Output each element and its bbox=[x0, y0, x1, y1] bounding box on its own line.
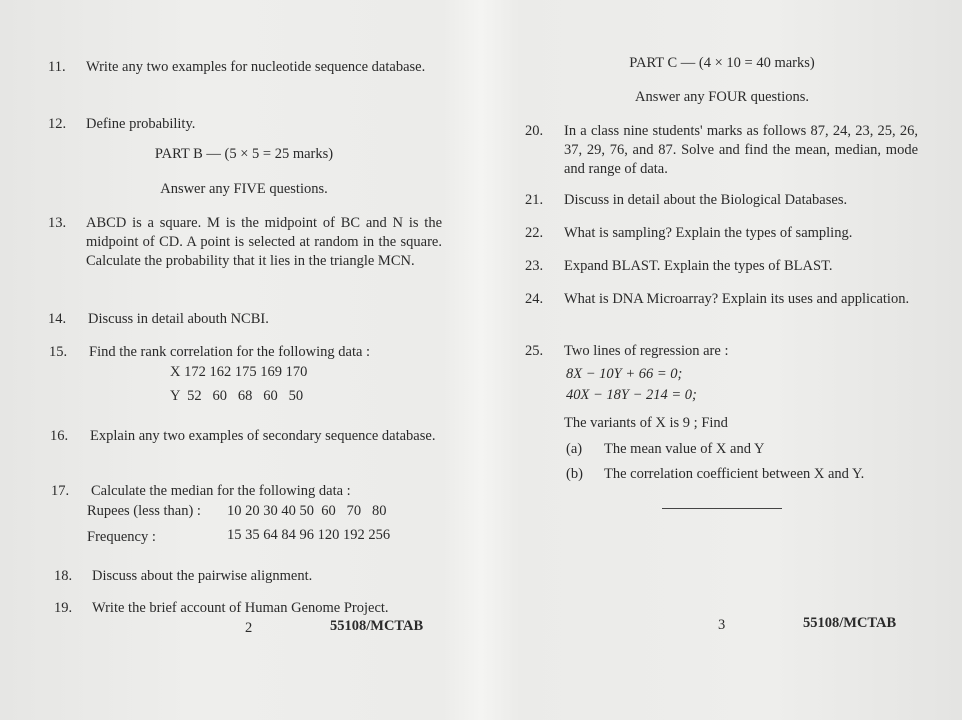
regression-equation-2: 40X − 18Y − 214 = 0; bbox=[566, 387, 697, 403]
question-text: Two lines of regression are : bbox=[564, 343, 729, 359]
question-number: 25. bbox=[525, 343, 544, 359]
data-row-x: X 172 162 175 169 170 bbox=[170, 364, 308, 380]
question-text: Write any two examples for nucleotide sequence database. bbox=[86, 59, 426, 75]
question-number: 16. bbox=[50, 428, 69, 444]
sub-question-b-text: The correlation coefficient between X and Y. bbox=[604, 466, 865, 482]
data-row-y: Y 52 60 68 60 50 bbox=[170, 388, 304, 404]
question-text: Discuss about the pairwise alignment. bbox=[92, 568, 313, 584]
question-text: What is DNA Microarray? Explain its uses and application. bbox=[564, 291, 910, 307]
question-text: Explain any two examples of secondary sequence database. bbox=[90, 428, 436, 444]
sub-question-b-label: (b) bbox=[566, 466, 583, 482]
question-number: 13. bbox=[48, 215, 67, 231]
question-number: 22. bbox=[525, 225, 544, 241]
sub-question-a-text: The mean value of X and Y bbox=[604, 441, 765, 457]
question-number: 19. bbox=[54, 600, 73, 616]
question-text: Calculate the median for the following data : bbox=[91, 483, 351, 499]
page-number: 3 bbox=[718, 617, 726, 633]
question-number: 20. bbox=[525, 123, 544, 139]
regression-equation-1: 8X − 10Y + 66 = 0; bbox=[566, 366, 683, 382]
part-b-instruction: Answer any FIVE questions. bbox=[160, 181, 328, 197]
rupees-label: Rupees (less than) : bbox=[87, 503, 201, 519]
question-text: In a class nine students' marks as follows 87, 24, 23, 25, 26, 37, 29, 76, and 87. Solve and find the mean, median, mode and range of data. bbox=[564, 123, 918, 177]
question-text: Define probability. bbox=[86, 116, 196, 132]
question-text: Expand BLAST. Explain the types of BLAST. bbox=[564, 258, 833, 274]
part-c-title: PART C — (4 × 10 = 40 marks) bbox=[629, 55, 815, 71]
paper-code: 55108/MCTAB bbox=[330, 618, 424, 634]
question-text: Find the rank correlation for the following data : bbox=[89, 344, 371, 360]
question-number: 21. bbox=[525, 192, 544, 208]
part-c-instruction: Answer any FOUR questions. bbox=[635, 89, 809, 105]
question-number: 11. bbox=[48, 59, 66, 75]
question-number: 18. bbox=[54, 568, 73, 584]
rupees-values: 10 20 30 40 50 60 70 80 bbox=[227, 503, 387, 519]
question-text: What is sampling? Explain the types of sampling. bbox=[564, 225, 853, 241]
question-text: Discuss in detail abouth NCBI. bbox=[88, 311, 269, 327]
sub-question-a-label: (a) bbox=[566, 441, 583, 457]
question-number: 14. bbox=[48, 311, 67, 327]
paper-code: 55108/MCTAB bbox=[803, 615, 897, 631]
page-number: 2 bbox=[245, 620, 253, 636]
frequency-label: Frequency : bbox=[87, 529, 156, 545]
question-text: Discuss in detail about the Biological Databases. bbox=[564, 192, 848, 208]
question-number: 17. bbox=[51, 483, 70, 499]
question-number: 24. bbox=[525, 291, 544, 307]
frequency-values: 15 35 64 84 96 120 192 256 bbox=[227, 527, 391, 543]
question-text: Write the brief account of Human Genome Project. bbox=[92, 600, 389, 616]
given-variance: The variants of X is 9 ; Find bbox=[564, 415, 728, 431]
question-number: 15. bbox=[49, 344, 68, 360]
end-rule bbox=[662, 508, 782, 509]
question-number: 12. bbox=[48, 116, 67, 132]
question-number: 23. bbox=[525, 258, 544, 274]
part-b-title: PART B — (5 × 5 = 25 marks) bbox=[154, 146, 334, 162]
question-text: ABCD is a square. M is the midpoint of BC and N is the midpoint of CD. A point is selected at random in the square. Calculate the probability that it lies in the triangle MCN. bbox=[86, 215, 442, 269]
